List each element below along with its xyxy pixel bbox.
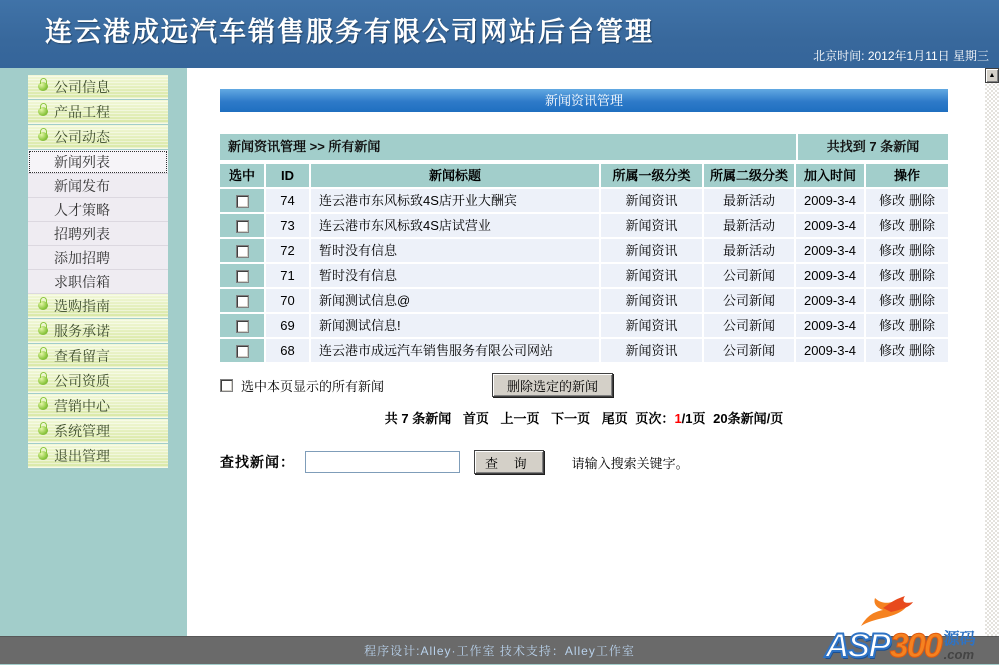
table-row: [220, 189, 948, 214]
sidebar-item-10[interactable]: [28, 319, 168, 343]
row-check-cell: [220, 314, 266, 337]
row-actions: [866, 239, 948, 262]
row-actions: [866, 314, 948, 337]
table-row: [220, 289, 948, 314]
table-row: [220, 239, 948, 264]
lock-icon: [38, 301, 48, 310]
sidebar-item-label: 公司动态: [54, 128, 110, 145]
row-title: 连云港市东风标致4S店开业大酬宾: [311, 189, 601, 212]
table-row: [220, 314, 948, 339]
delete-link[interactable]: 删除: [909, 268, 936, 283]
panel-titlebar: 新闻资讯管理: [220, 89, 948, 112]
row-date: 2009-3-4: [796, 264, 866, 287]
row-category1: 新闻资讯: [601, 289, 704, 312]
logo-yuanma-text: 源码: [943, 630, 976, 648]
row-checkbox[interactable]: [236, 220, 249, 233]
delete-selected-button[interactable]: 删除选定的新闻: [492, 373, 613, 397]
row-id: 73: [266, 214, 311, 237]
table-row: [220, 214, 948, 239]
search-input[interactable]: [305, 451, 460, 473]
next-page-link[interactable]: 下一页: [551, 411, 591, 426]
asp300-logo: [825, 600, 997, 665]
breadcrumb: 新闻资讯管理 >> 所有新闻: [220, 134, 796, 160]
row-checkbox[interactable]: [236, 295, 249, 308]
edit-link[interactable]: 修改: [878, 193, 905, 208]
row-actions: [866, 214, 948, 237]
sidebar-item-label: 人才策略: [54, 202, 110, 218]
sidebar-item-label: 公司资质: [54, 372, 110, 389]
sidebar-item-label: 求职信箱: [54, 274, 110, 290]
news-table: [220, 164, 948, 364]
flame-icon: [853, 594, 925, 628]
pagination-total: 共 7 条新闻: [384, 411, 452, 426]
column-header-0: 选中: [220, 164, 266, 187]
lock-icon: [38, 351, 48, 360]
row-category2: 最新活动: [704, 189, 796, 212]
sidebar-item-label: 招聘列表: [54, 226, 110, 242]
row-category1: 新闻资讯: [601, 264, 704, 287]
sidebar-item-label: 公司信息: [54, 78, 110, 95]
main-panel: [187, 68, 985, 636]
table-row: [220, 339, 948, 364]
lock-icon: [38, 82, 48, 91]
row-date: 2009-3-4: [796, 239, 866, 262]
row-id: 68: [266, 339, 311, 362]
lock-icon: [38, 401, 48, 410]
row-date: 2009-3-4: [796, 314, 866, 337]
column-header-6: 操作: [866, 164, 948, 187]
row-date: 2009-3-4: [796, 289, 866, 312]
sidebar-item-5[interactable]: [28, 198, 168, 222]
lock-icon: [38, 426, 48, 435]
search-hint: 请输入搜索关键字。: [571, 455, 689, 471]
row-category2: 最新活动: [704, 214, 796, 237]
row-title: 连云港市东风标致4S店试营业: [311, 214, 601, 237]
breadcrumb-bar: [220, 134, 948, 160]
row-category2: 公司新闻: [704, 289, 796, 312]
current-page-number: 1: [674, 411, 682, 426]
row-check-cell: [220, 289, 266, 312]
select-all-checkbox[interactable]: [220, 379, 233, 392]
sidebar-item-label: 营销中心: [54, 397, 110, 414]
row-id: 72: [266, 239, 311, 262]
column-header-2: 新闻标题: [311, 164, 601, 187]
lock-icon: [38, 451, 48, 460]
row-check-cell: [220, 214, 266, 237]
row-check-cell: [220, 264, 266, 287]
row-title: 连云港市成远汽车销售服务有限公司网站: [311, 339, 601, 362]
sidebar-item-0[interactable]: [28, 75, 168, 99]
row-category2: 公司新闻: [704, 314, 796, 337]
prev-page-link[interactable]: 上一页: [500, 411, 540, 426]
delete-link[interactable]: 删除: [909, 193, 936, 208]
sidebar-item-14[interactable]: [28, 419, 168, 443]
edit-link[interactable]: 修改: [878, 318, 905, 333]
row-actions: [866, 339, 948, 362]
row-category1: 新闻资讯: [601, 189, 704, 212]
row-id: 69: [266, 314, 311, 337]
row-checkbox[interactable]: [236, 345, 249, 358]
sidebar-item-8[interactable]: [28, 270, 168, 294]
sidebar-item-7[interactable]: [28, 246, 168, 270]
row-actions: [866, 289, 948, 312]
vertical-scrollbar[interactable]: [985, 68, 999, 636]
edit-link[interactable]: 修改: [878, 293, 905, 308]
lock-icon: [38, 326, 48, 335]
edit-link[interactable]: 修改: [878, 243, 905, 258]
delete-link[interactable]: 删除: [909, 293, 936, 308]
page-index-label: 页次：: [635, 411, 675, 426]
row-category2: 最新活动: [704, 239, 796, 262]
sidebar-item-label: 新闻发布: [54, 178, 110, 194]
row-category1: 新闻资讯: [601, 339, 704, 362]
edit-link[interactable]: 修改: [878, 343, 905, 358]
sidebar-item-label: 新闻列表: [54, 154, 110, 170]
page-count: /1页: [681, 411, 706, 426]
row-check-cell: [220, 339, 266, 362]
row-title: 新闻测试信息@: [311, 289, 601, 312]
first-page-link[interactable]: 首页: [462, 411, 489, 426]
sidebar-item-label: 添加招聘: [54, 250, 110, 266]
lock-icon: [38, 376, 48, 385]
scroll-up-arrow-icon[interactable]: ▲: [985, 68, 999, 83]
row-id: 74: [266, 189, 311, 212]
row-checkbox[interactable]: [236, 245, 249, 258]
sidebar-item-13[interactable]: [28, 394, 168, 418]
table-header-row: [220, 164, 948, 189]
header: [0, 0, 999, 68]
search-label: 查找新闻：: [220, 454, 295, 470]
per-page-label: 20条新闻/页: [713, 411, 784, 426]
sidebar-item-label: 查看留言: [54, 347, 110, 364]
lock-icon: [38, 107, 48, 116]
column-header-1: ID: [266, 164, 311, 187]
row-checkbox[interactable]: [236, 270, 249, 283]
sidebar-item-11[interactable]: [28, 344, 168, 368]
search-button[interactable]: 查 询: [474, 450, 544, 474]
sidebar-item-4[interactable]: [28, 174, 168, 198]
sidebar-item-label: 退出管理: [54, 447, 110, 464]
row-actions: [866, 189, 948, 212]
logo-com-text: .com: [943, 646, 974, 662]
sidebar-item-label: 选购指南: [54, 297, 110, 314]
sidebar-item-6[interactable]: [28, 222, 168, 246]
row-check-cell: [220, 239, 266, 262]
last-page-link[interactable]: 尾页: [601, 411, 628, 426]
row-category1: 新闻资讯: [601, 239, 704, 262]
delete-link[interactable]: 删除: [909, 343, 936, 358]
footer-credits: 程序设计:Alley·工作室 技术支持：Alley工作室: [364, 644, 635, 658]
row-category2: 公司新闻: [704, 264, 796, 287]
row-date: 2009-3-4: [796, 214, 866, 237]
row-title: 暂时没有信息: [311, 239, 601, 262]
edit-link[interactable]: 修改: [878, 268, 905, 283]
row-date: 2009-3-4: [796, 339, 866, 362]
pagination: [220, 408, 948, 427]
beijing-time: 北京时间: 2012年1月11日 星期三: [813, 49, 989, 63]
row-id: 71: [266, 264, 311, 287]
sidebar-item-12[interactable]: [28, 369, 168, 393]
sidebar-menu: [28, 75, 168, 469]
row-checkbox[interactable]: [236, 320, 249, 333]
row-title: 暂时没有信息: [311, 264, 601, 287]
edit-link[interactable]: 修改: [878, 218, 905, 233]
row-actions: [866, 264, 948, 287]
column-header-3: 所属一级分类: [601, 164, 704, 187]
logo-300-text: 300: [889, 627, 941, 665]
delete-link[interactable]: 删除: [909, 218, 936, 233]
page-title: 连云港成远汽车销售服务有限公司网站后台管理: [45, 17, 654, 47]
column-header-4: 所属二级分类: [704, 164, 796, 187]
sidebar-item-3[interactable]: [28, 150, 168, 174]
controls-row: [220, 373, 948, 397]
sidebar-item-2[interactable]: [28, 125, 168, 149]
sidebar-item-15[interactable]: [28, 444, 168, 468]
sidebar-item-1[interactable]: [28, 100, 168, 124]
row-title: 新闻测试信息!: [311, 314, 601, 337]
row-check-cell: [220, 189, 266, 212]
row-id: 70: [266, 289, 311, 312]
delete-link[interactable]: 删除: [909, 318, 936, 333]
row-category2: 公司新闻: [704, 339, 796, 362]
search-row: [220, 450, 948, 474]
found-count: 共找到 7 条新闻: [798, 134, 948, 160]
logo-asp-text: ASP: [825, 627, 889, 665]
sidebar-item-label: 系统管理: [54, 422, 110, 439]
row-checkbox[interactable]: [236, 195, 249, 208]
row-category1: 新闻资讯: [601, 314, 704, 337]
lock-icon: [38, 132, 48, 141]
row-category1: 新闻资讯: [601, 214, 704, 237]
sidebar-item-label: 服务承诺: [54, 322, 110, 339]
select-all-label: 选中本页显示的所有新闻: [241, 378, 385, 394]
delete-link[interactable]: 删除: [909, 243, 936, 258]
column-header-5: 加入时间: [796, 164, 866, 187]
row-date: 2009-3-4: [796, 189, 866, 212]
table-row: [220, 264, 948, 289]
sidebar-item-9[interactable]: [28, 294, 168, 318]
sidebar-item-label: 产品工程: [54, 103, 110, 120]
